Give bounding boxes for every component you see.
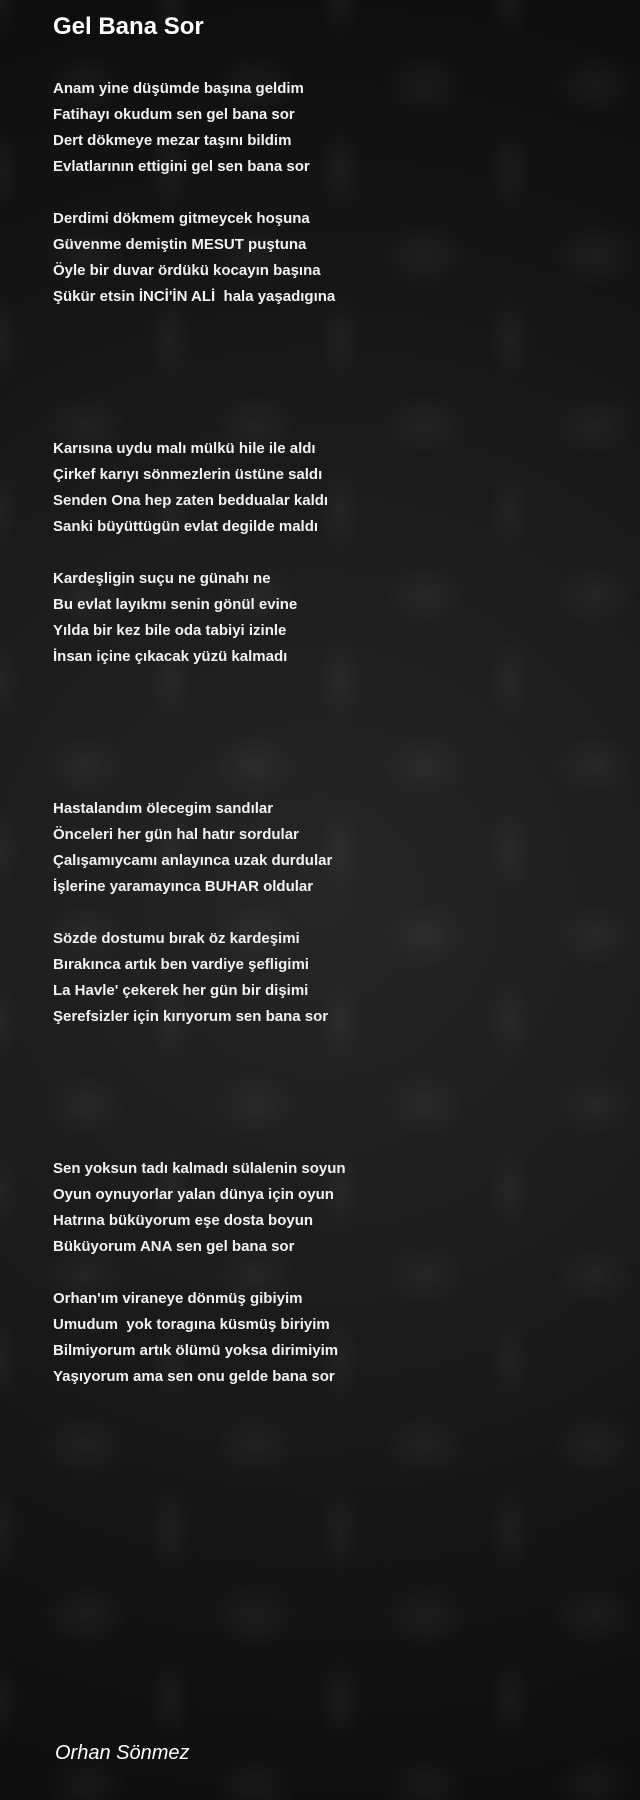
stanza-6-line-3: La Havle' çekerek her gün bir dişimi	[53, 982, 309, 999]
stanza-2-line-2: Güvenme demiştin MESUT puştuna	[53, 236, 307, 253]
stanza-8-line-1: Orhan'ım viraneye dönmüş gibiyim	[53, 1290, 303, 1307]
stanza-5-line-1: Hastalandım ölecegim sandılar	[53, 800, 274, 817]
stanza-7-line-1: Sen yoksun tadı kalmadı sülalenin soyun	[53, 1160, 346, 1177]
stanza-2-line-1: Derdimi dökmem gitmeycek hoşuna	[53, 210, 310, 227]
stanza-1-line-1: Anam yine düşümde başına geldim	[53, 80, 304, 97]
stanza-5-line-4: İşlerine yaramayınca BUHAR oldular	[53, 878, 314, 895]
stanza-5-line-2: Önceleri her gün hal hatır sordular	[53, 826, 299, 843]
stanza-3-line-2: Çirkef karıyı sönmezlerin üstüne saldı	[53, 466, 323, 483]
stanza-1-line-2: Fatihayı okudum sen gel bana sor	[53, 106, 295, 123]
stanza-5-line-3: Çalışamıycamı anlayınca uzak durdular	[53, 852, 333, 869]
poem-title: Gel Bana Sor	[53, 13, 204, 40]
stanza-3-line-4: Sanki büyüttügün evlat degilde maldı	[53, 518, 319, 535]
stanza-7-line-4: Büküyorum ANA sen gel bana sor	[53, 1238, 295, 1255]
stanza-7-line-2: Oyun oynuyorlar yalan dünya için oyun	[53, 1186, 334, 1203]
stanza-3-line-1: Karısına uydu malı mülkü hile ile aldı	[53, 440, 316, 457]
stanza-6-line-2: Bırakınca artık ben vardiye şefligimi	[53, 956, 309, 973]
stanza-6-line-4: Şerefsizler için kırıyorum sen bana sor	[53, 1008, 329, 1025]
stanza-2-line-4: Şükür etsin İNCİ'İN ALİ hala yaşadıgına	[53, 288, 336, 305]
stanza-4-line-4: İnsan içine çıkacak yüzü kalmadı	[53, 648, 288, 665]
stanza-4-line-1: Kardeşligin suçu ne günahı ne	[53, 570, 271, 587]
stanza-8-line-3: Bilmiyorum artık ölümü yoksa dirimiyim	[53, 1342, 339, 1359]
stanza-2-line-3: Öyle bir duvar ördükü kocayın başına	[53, 262, 321, 279]
stanza-1-line-4: Evlatlarının ettigini gel sen bana sor	[53, 158, 310, 175]
stanza-8-line-2: Umudum yok toragına küsmüş biriyim	[53, 1316, 330, 1333]
author-name: Orhan Sönmez	[55, 1742, 190, 1764]
stanza-7-line-3: Hatrına büküyorum eşe dosta boyun	[53, 1212, 314, 1229]
stanza-6-line-1: Sözde dostumu bırak öz kardeşimi	[53, 930, 300, 947]
stanza-8-line-4: Yaşıyorum ama sen onu gelde bana sor	[53, 1368, 335, 1385]
stanza-1-line-3: Dert dökmeye mezar taşını bildim	[53, 132, 292, 149]
stanza-3-line-3: Senden Ona hep zaten beddualar kaldı	[53, 492, 329, 509]
stanza-4-line-2: Bu evlat layıkmı senin gönül evine	[53, 596, 298, 613]
stanza-4-line-3: Yılda bir kez bile oda tabiyi izinle	[53, 622, 287, 639]
